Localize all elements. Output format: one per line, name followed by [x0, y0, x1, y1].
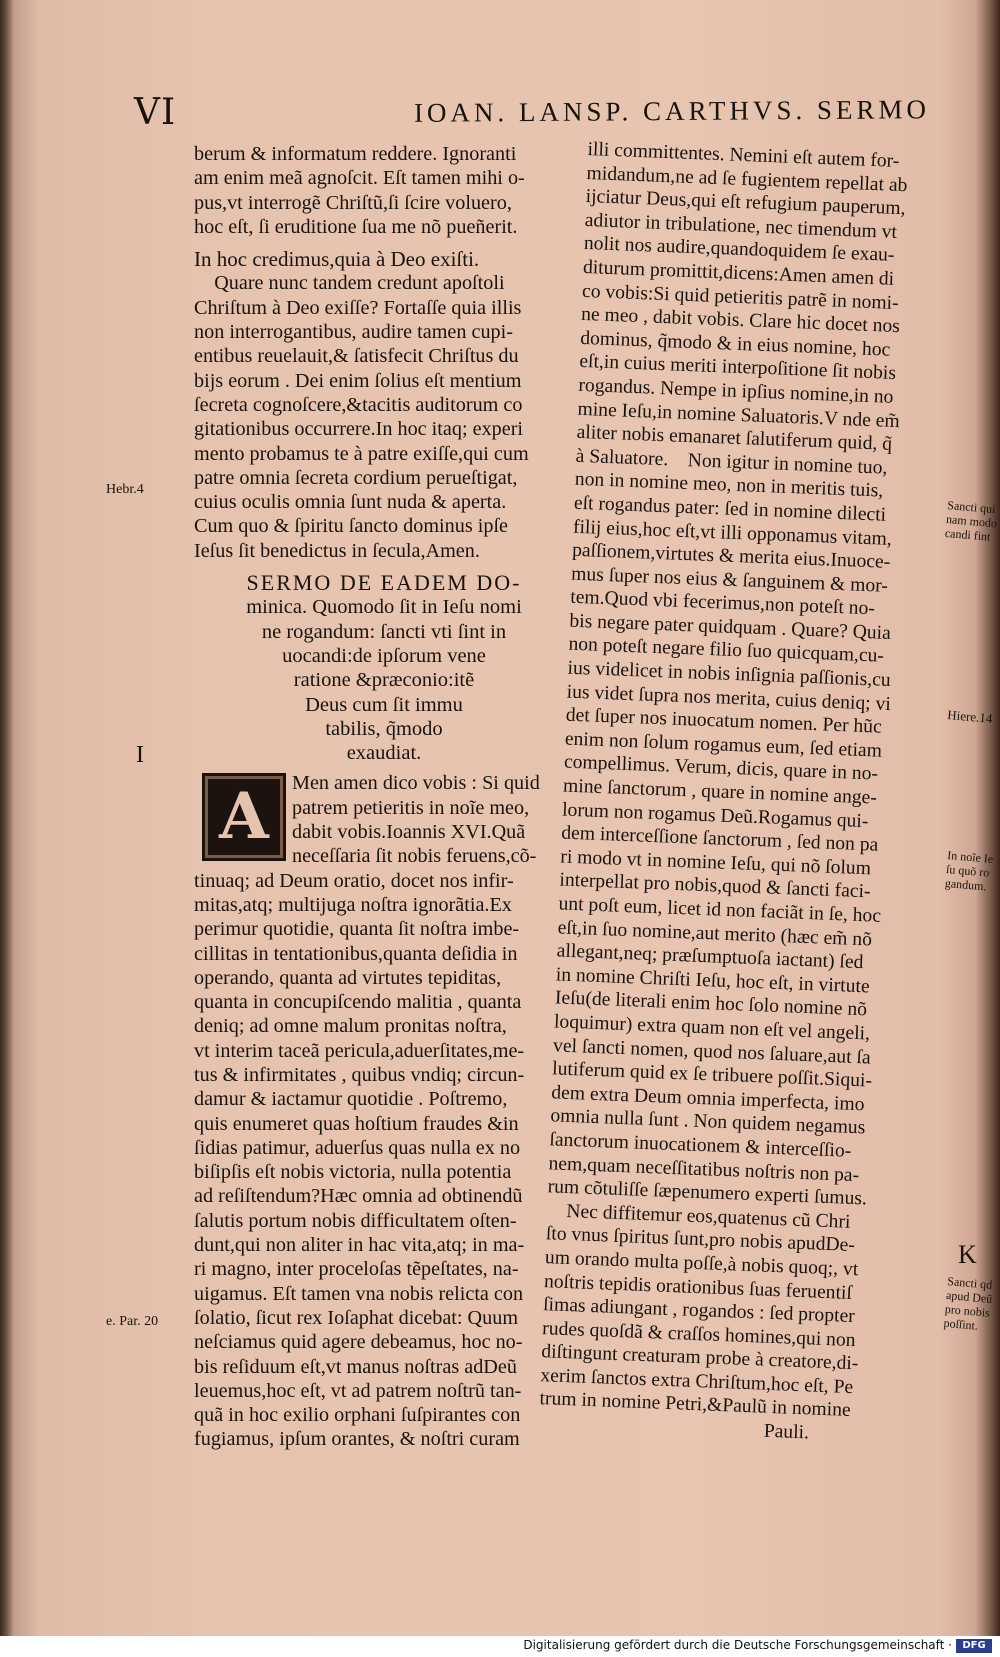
- text-line: vel ſancti nomen, quod nos ſaluare,aut ſa: [552, 1034, 872, 1069]
- text-line: bijs eorum . Dei enim ſolius eſt mentium: [194, 369, 522, 392]
- text-line: nem,quam neceſſitatibus noſtris non pa-: [548, 1152, 860, 1186]
- text-line: loquimur) extra quam non eſt vel angeli,: [553, 1011, 871, 1045]
- text-line: quis enumeret quas hoſtium fraudes &in: [194, 1112, 519, 1135]
- text-line: quã in hoc exilio orphani ſuſpirantes con: [194, 1404, 521, 1427]
- text-line: lutiferum quid ex ſe tribuere poſſit.Siqui-: [551, 1058, 873, 1092]
- text-line: perimur quotidie, quanta ſit noſtra imbe-: [194, 918, 520, 941]
- sermon-title: [194, 571, 574, 765]
- margin-note-line: candi fint: [944, 525, 992, 544]
- text-line: tus & infirmitates , quibus vndiq; circun-: [194, 1063, 525, 1086]
- text-line: rudes quoſdã & craſſos homines,qui non: [541, 1317, 856, 1351]
- funding-credit: Digitalisierung gefördert durch die Deutsche Forschungsgemeinschaft ·: [523, 1638, 952, 1652]
- text-line: ri modo vt in nomine Ieſu, qui nõ ſolum: [559, 846, 872, 880]
- text-line: ne meo , dabit vobis. Clare hic docet nos: [580, 304, 901, 338]
- margin-note-line: poſſint.: [943, 1315, 979, 1333]
- text-line: dunt,qui non aliter in hac vita,atq; in ma-: [194, 1234, 525, 1257]
- text-line: ius videlicet in nobis inſignia paſſionis,cu: [567, 657, 892, 692]
- text-line: cuius oculis omnia ſunt nuda & aperta.: [194, 491, 507, 514]
- text-line: ad reſiſtendum?Hæc omnia ad obtinendũ: [194, 1185, 523, 1208]
- text-line: ri magno, inter proceloſas tẽpeſtates, na-: [194, 1258, 519, 1281]
- sermon-title-line: ne rogandum: ſancti vti ſint in: [261, 620, 507, 643]
- margin-note-line: pro nobis: [944, 1301, 991, 1320]
- text-line: uigamus. Eſt tamen vna nobis relicta con: [194, 1282, 524, 1305]
- book-page: [14, 8, 998, 1636]
- text-line: ijciatur Deus,qui eſt refugium pauperum,: [585, 186, 906, 220]
- text-line: Chriſtum à Deo exiſſe? Fortaſſe quia illis: [194, 296, 522, 319]
- text-line: Cum quo & ſpiritu ſancto dominus ipſe: [194, 515, 509, 538]
- text-line: Pauli.: [538, 1412, 810, 1444]
- margin-letter-k: K: [958, 1240, 977, 1269]
- margin-note-line: gandum.: [944, 875, 988, 894]
- margin-note-line: In noĩe Ie: [946, 848, 994, 866]
- text-line: allegant,neq; præſumptuoſa iactant) ſed: [556, 940, 864, 974]
- text-line: vt interim taceã pericula,aduerſitates,me-: [194, 1039, 525, 1062]
- text-line: berum & informatum reddere. Ignoranti: [194, 143, 517, 165]
- folio-number: VI: [134, 92, 177, 133]
- text-line: Ieſus ſit benedictus in ſecula,Amen.: [194, 539, 480, 562]
- text-line: Nec diffitemur eos,quatenus cũ Chri: [546, 1199, 851, 1233]
- lemma-heading: In hoc credimus,quia à Deo exiſti.: [194, 247, 480, 272]
- sermon-title-line: Deus cum ſit immu: [305, 693, 463, 716]
- text-line: hoc eſt, ſi eruditione ſua me nõ pueñerit.: [194, 215, 518, 238]
- text-line: ſimas adiungant , rogandos : ſed propter: [542, 1294, 856, 1328]
- margin-note-par: e. Par. 20: [106, 1314, 159, 1329]
- text-line: rogandus. Nempe in ipſius nomine,in no: [578, 374, 894, 408]
- margin-note-hiere: Hiere.14: [946, 707, 994, 726]
- text-line: neceſſaria ſit nobis feruens,cõ-: [292, 845, 537, 868]
- text-line: gitationibus occurrere.In hoc itaq; experi: [194, 418, 524, 441]
- text-line: noſtris tepidis orationibus ſuas feruentiſ: [543, 1270, 853, 1304]
- dfg-logo: DFG: [956, 1639, 992, 1653]
- text-line: tinuaq; ad Deum oratio, docet nos infir-: [194, 869, 514, 892]
- text-line: illi committentes. Nemini eſt autem for-: [587, 138, 900, 172]
- text-line: Men amen dico vobis : Si quid: [292, 772, 540, 795]
- text-line: nolit nos audire,quandoquidem ſe exau-: [583, 233, 895, 267]
- text-line: diſtingunt creaturam probe à creatore,di-: [540, 1341, 859, 1375]
- page-header: [124, 90, 984, 134]
- text-line: diturum promittit,dicens:Amen amen di: [582, 256, 895, 290]
- text-line: ſanctorum inuocationem & interceſſio-: [549, 1129, 852, 1162]
- text-line: eſt,in cuius meriti interpoſitione ſit nobis: [579, 351, 897, 385]
- margin-note-line: Sancti qd: [946, 1274, 993, 1292]
- text-line: interpellat pro nobis,quod & ſancti faci-: [559, 869, 871, 903]
- left-column: [194, 142, 574, 1452]
- sermon-title-line: tabilis, q̃modo: [325, 717, 443, 740]
- text-line: leuemus,hoc eſt, vt ad patrem noſtrũ tan-: [194, 1379, 522, 1402]
- text-line: ſalutis portum nobis difficultatem oſten-: [194, 1209, 517, 1232]
- text-line: entibus reuelauit,& ſatisfecit Chriſtus du: [194, 345, 519, 368]
- text-line: non interrogantibus, audire tamen cupi-: [194, 321, 513, 344]
- margin-note-line: apud Deũ: [945, 1287, 993, 1306]
- text-line: co vobis:Si quid petieritis patrẽ in nomi-: [581, 280, 900, 314]
- text-line: enim non ſolum rogamus eum, ſed etiam: [564, 728, 883, 762]
- drop-cap-paragraph: [194, 771, 574, 868]
- text-line: mento probamus te à patre exiſſe,qui cum: [194, 442, 529, 465]
- margin-note-line: nam modo: [945, 511, 998, 531]
- text-line: quanta in concupiſcendo malitia , quanta: [194, 991, 522, 1014]
- sermon-title-line: uocandi:de ipſorum vene: [282, 644, 486, 667]
- text-line: mus ſuper nos eius & ſanguinem & mor-: [570, 563, 889, 597]
- margin-note-sancti-apud: [943, 1274, 994, 1334]
- text-line: dem extra Deum omnia imperfecta, imo: [550, 1082, 865, 1116]
- digitization-footer: [0, 1636, 1000, 1657]
- text-line: damur & iactamur quotidie . Poſtremo,: [194, 1088, 508, 1111]
- text-line: neſciamus quid agere debeamus, hoc no-: [194, 1331, 523, 1354]
- text-line: in nomine Chriſti Ieſu, hoc eſt, in virtute: [555, 964, 871, 998]
- text-line: mine Ieſu,in nomine Saluatoris.V nde em̃: [577, 398, 901, 432]
- text-line: eſt,in ſuo nomine,aut merito (hæc em̃ nõ: [557, 917, 873, 951]
- text-line: ſolatio, ſicut rex Ioſaphat dicebat: Quum: [194, 1306, 519, 1329]
- text-line: filij eius,hoc eſt,vt illi opponamus vitam,: [572, 516, 893, 550]
- text-line: deniq; ad omne malum pronitas noſtra,: [194, 1015, 507, 1038]
- text-line: mine ſanctorum , quare in nomine ange-: [562, 775, 878, 809]
- text-line: compellimus. Verum, dicis, quare in no-: [563, 751, 879, 786]
- text-line: mitas,atq; multijuga noſtra ignorãtia.Ex: [194, 893, 512, 916]
- sermon-title-line: ratione &præconio:itẽ: [293, 669, 475, 692]
- text-line: non in nomine meo, non in meritis tuis,: [574, 469, 884, 502]
- text-line: omnia nulla ſunt . Non quidem negamus: [550, 1105, 866, 1139]
- margin-note-line: ſu quõ ro: [945, 861, 990, 880]
- text-line: dabit vobis.Ioannis XVI.Quã: [292, 821, 526, 844]
- decorated-initial: A: [202, 773, 286, 861]
- sermon-title-line: minica. Quomodo ſit in Ieſu nomi: [246, 596, 522, 619]
- paragraph-gap: [194, 239, 574, 247]
- right-column: [538, 138, 960, 1449]
- text-line: det ſuper nos inuocatum nomen. Per hũc: [565, 704, 883, 738]
- text-line: am enim meã agnoſcit. Eſt tamen mihi o-: [194, 167, 525, 190]
- text-line: lorum non rogamus Deũ.Rogamus qui-: [561, 799, 869, 832]
- text-line: pus,vt interrogẽ Chriſtũ,ſi ſcire voluero,: [194, 191, 512, 214]
- text-line: ſecreta cognoſcere,&tacitis auditorum co: [194, 393, 523, 416]
- text-line: eſt rogandus pater: ſed in nomine dilecti: [573, 492, 887, 526]
- margin-note-line: Sancti qui: [946, 498, 997, 517]
- text-line: aliter nobis emanaret ſalutiferum quid, q̃: [576, 421, 893, 456]
- text-line: non poteſt negare filio ſuo quicquam,cu-: [568, 634, 885, 668]
- text-line: operando, quanta ad virtutes tepiditas,: [194, 966, 502, 989]
- text-line: bis negare pater quidquam . Quare? Quia: [569, 610, 892, 644]
- text-line: biſipſis eſt nobis victoria, nulla potentia: [194, 1161, 512, 1184]
- margin-note-hebr: Hebr.4: [106, 482, 144, 497]
- text-line: tem.Quod vbi fecerimus,non poteſt no-: [569, 586, 876, 620]
- text-line: à Saluatore. Non igitur in nomine tuo,: [575, 445, 888, 479]
- text-line: patrem petieritis in noĩe meo,: [292, 796, 530, 819]
- text-line: xerim ſanctos extra Chriſtum,hoc eſt, Pe: [540, 1364, 854, 1398]
- margin-section-number: I: [136, 742, 144, 768]
- text-line: unt poſt eum, licet id non faciãt in ſe, hoc: [558, 893, 882, 927]
- text-line: ſidias patimur, aduerſus quas nulla ex no: [194, 1136, 521, 1159]
- text-line: ius videt ſupra nos merita, cuius deniq; vi: [566, 681, 892, 715]
- text-line: trum in nomine Petri,&Paulũ in nomine: [539, 1388, 852, 1422]
- running-head: IOAN. LANSP. CARTHVS. SERMO: [413, 94, 931, 128]
- margin-note-sancti: [944, 498, 998, 544]
- text-line: dominus, q̃modo & in eius nomine, hoc: [579, 327, 891, 361]
- text-line: um orando multa poſſe,à nobis quoq;, vt: [544, 1247, 859, 1281]
- text-line: bis reſiduum eſt,vt manus noſtras adDeũ: [194, 1355, 517, 1378]
- sermon-title-line: SERMO DE EADEM DO-: [246, 570, 522, 596]
- text-line: fugiamus, ipſum orantes, & noſtri curam: [194, 1428, 520, 1451]
- margin-note-innoie: [944, 848, 993, 894]
- text-line: adiutor in tribulatione, nec timendum vt: [584, 209, 898, 243]
- text-line: midandum,ne ad ſe fugientem repellat ab: [586, 162, 908, 196]
- text-line: cillitas in tentationibus,quanta deſidia in: [194, 942, 518, 965]
- text-line: dem interceſſione ſanctorum , ſed non pa: [560, 822, 879, 856]
- text-line: ſto vnus ſpiritus ſunt,pro nobis apudDe-: [545, 1223, 856, 1257]
- text-line: Quare nunc tandem credunt apoſtoli: [194, 272, 505, 295]
- text-line: Ieſu(de literali enim hoc ſolo nomine nõ: [554, 987, 868, 1021]
- text-line: rum cõtuliſſe ſæpenumero experti ſumus.: [547, 1176, 868, 1210]
- sermon-title-line: exaudiat.: [346, 742, 422, 765]
- text-line: paſſionem,virtutes & merita eius.Inuoce-: [571, 539, 891, 574]
- text-line: patre omnia ſecreta cordium perueſtigat,: [194, 466, 518, 489]
